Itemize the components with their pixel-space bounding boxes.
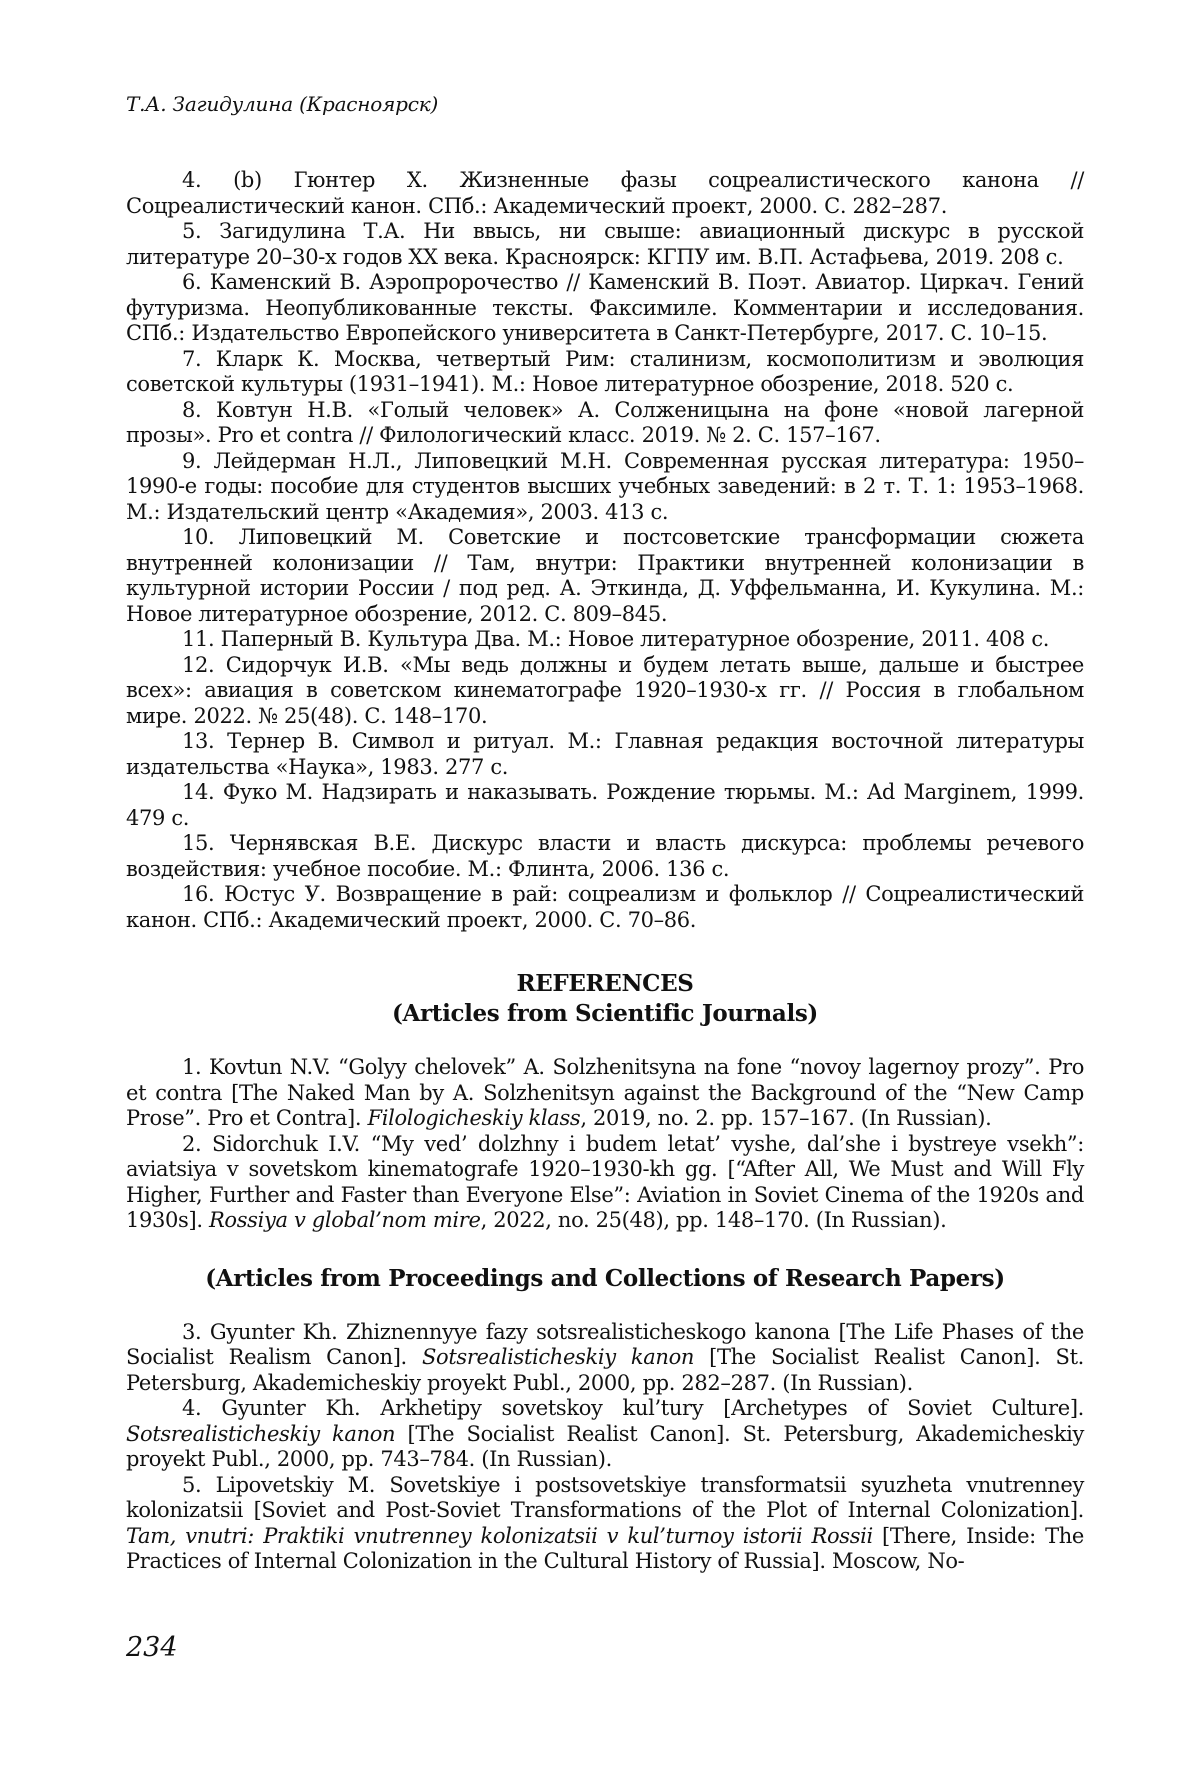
page-number: 234: [126, 1632, 178, 1663]
reference-item: 16. Юстус У. Возвращение в рай: соцреализм и фольклор // Соцреалистический канон. СПб.: Академический проект, 2000. С. 70–86.: [126, 882, 1084, 932]
reference-details: , 2019, no. 2. pp. 157–167. (In Russian).: [580, 1106, 992, 1130]
reference-item: [126, 1132, 1084, 1234]
reference-text: 3. Gyunter Kh. Zhiznennyye fazy sotsrealisticheskogo kanona [The Life Phases of the Socialist Realism Canon].: [126, 1319, 1084, 1369]
reference-item: 4. (b) Гюнтер Х. Жизненные фазы соцреалистического канона // Соцреалистический канон. СПб.: Академический проект, 2000. С. 282–287.: [126, 168, 1084, 218]
reference-item: [126, 1320, 1084, 1397]
proceedings-heading: (Articles from Proceedings and Collections of Research Papers): [205, 1264, 1005, 1292]
reference-item: 15. Чернявская В.Е. Дискурс власти и власть дискурса: проблемы речевого воздействия: учебное пособие. М.: Флинта, 2006. 136 с.: [126, 831, 1084, 881]
reference-source-title: Rossiya v global’nom mire: [208, 1208, 481, 1232]
reference-item: [126, 1055, 1084, 1132]
reference-text: 5. Lipovetskiy M. Sovetskiye i postsovetskiye transformatsii syuzheta vnutrenney kolonizatsii [Soviet and Post-Soviet Transformations of the Plot of Internal Colonization].: [126, 1472, 1084, 1522]
running-head: Т.А. Загидулина (Красноярск): [126, 92, 439, 116]
reference-item: 8. Ковтун Н.В. «Голый человек» А. Солженицына на фоне «новой лагерной прозы». Pro et contra // Филологический класс. 2019. № 2. С. 157–167.: [126, 397, 1084, 447]
reference-details: [The Socialist Realist Canon]. St. Petersburg, Akademicheskiy proyekt Publ., 2000, pp. 743–784. (In Russian).: [126, 1421, 1084, 1471]
reference-item: 10. Липовецкий М. Советские и постсоветские трансформации сюжета внутренней колонизации // Там, внутри: Практики внутренней колонизации в культурной истории России / под ред. А. Эткинда, Д. Уффельманна, И. Кукулина. М.: Новое литературное обозрение, 2012. С. 809–845.: [126, 525, 1084, 626]
reference-item: 6. Каменский В. Аэропророчество // Каменский В. Поэт. Авиатор. Циркач. Гений футуризма. Неопубликованные тексты. Факсимиле. Комментарии и исследования. СПб.: Издательство Европейского университета в Санкт-Петербурге, 2017. С. 10–15.: [126, 270, 1084, 345]
reference-source-title: Sotsrealisticheskiy kanon: [422, 1345, 695, 1369]
references-title: REFERENCES: [516, 970, 694, 997]
reference-item: [126, 1396, 1084, 1473]
reference-source-title: Sotsrealisticheskiy kanon: [126, 1421, 396, 1446]
references-subtitle: (Articles from Scientific Journals): [392, 1000, 818, 1027]
reference-text: 1. Kovtun N.V. “Golyy chelovek” A. Solzhenitsyna na fone “novoy lagernoy prozy”. Pro et contra [The Naked Man by A. Solzhenitsyn against the Background of the “New Camp Prose”. Pro et Contra].: [126, 1055, 1084, 1130]
reference-item: 7. Кларк К. Москва, четвертый Рим: сталинизм, космополитизм и эволюция советской культуры (1931–1941). М.: Новое литературное обозрение, 2018. 520 с.: [126, 346, 1084, 396]
reference-source-title: Filologicheskiy klass: [367, 1106, 581, 1130]
references-heading: [126, 969, 1084, 1029]
journal-reference-list: [126, 1055, 1084, 1234]
reference-item: [126, 1473, 1084, 1575]
reference-item: 14. Фуко М. Надзирать и наказывать. Рождение тюрьмы. М.: Ad Marginem, 1999. 479 с.: [126, 780, 1084, 830]
reference-item: 11. Паперный В. Культура Два. М.: Новое литературное обозрение, 2011. 408 с.: [182, 627, 1050, 651]
reference-item: 12. Сидорчук И.В. «Мы ведь должны и будем летать выше, дальше и быстрее всех»: авиация в советском кинематографе 1920–1930-х гг. // Россия в глобальном мире. 2022. № 25(48). С. 148–170.: [126, 652, 1084, 728]
page-body: [126, 168, 1084, 1575]
reference-details: , 2022, no. 25(48), pp. 148–170. (In Russian).: [480, 1208, 947, 1232]
russian-reference-list: [126, 168, 1084, 933]
reference-source-title: Tam, vnutri: Praktiki vnutrenney kolonizatsii v kul’turnoy istorii Rossii: [126, 1523, 873, 1548]
reference-details: [There, Inside: The Practices of Internal Colonization in the Cultural History of Russia]. Moscow, No-: [126, 1523, 1084, 1573]
reference-text: 2. Sidorchuk I.V. “My ved’ dolzhny i budem letat’ vyshe, dal’she i bystreye vsekh”: aviatsiya v sovetskom kinematografe 1920–1930-kh gg. [“After All, We Must and Will Fly Higher, Further and Faster than Everyone Else”: Aviation in Soviet Cinema of the 1920s and 1930s].: [126, 1131, 1084, 1232]
reference-text: 4. Gyunter Kh. Arkhetipy sovetskoy kul’tury [Archetypes of Soviet Culture].: [182, 1396, 1084, 1420]
reference-details: [The Socialist Realist Canon]. St. Petersburg, Akademicheskiy proyekt Publ., 2000, pp. 282–287. (In Russian).: [126, 1345, 1084, 1395]
reference-item: 5. Загидулина Т.А. Ни ввысь, ни свыше: авиационный дискурс в русской литературе 20–30-х годов XX века. Красноярск: КГПУ им. В.П. Астафьева, 2019. 208 с.: [126, 219, 1084, 269]
reference-item: 13. Тернер В. Символ и ритуал. М.: Главная редакция восточной литературы издательства «Наука», 1983. 277 с.: [126, 729, 1084, 779]
reference-item: 9. Лейдерман Н.Л., Липовецкий М.Н. Современная русская литература: 1950–1990-е годы: пособие для студентов высших учебных заведений: в 2 т. Т. 1: 1953–1968. М.: Издательский центр «Академия», 2003. 413 с.: [126, 448, 1084, 524]
proceedings-reference-list: [126, 1320, 1084, 1575]
